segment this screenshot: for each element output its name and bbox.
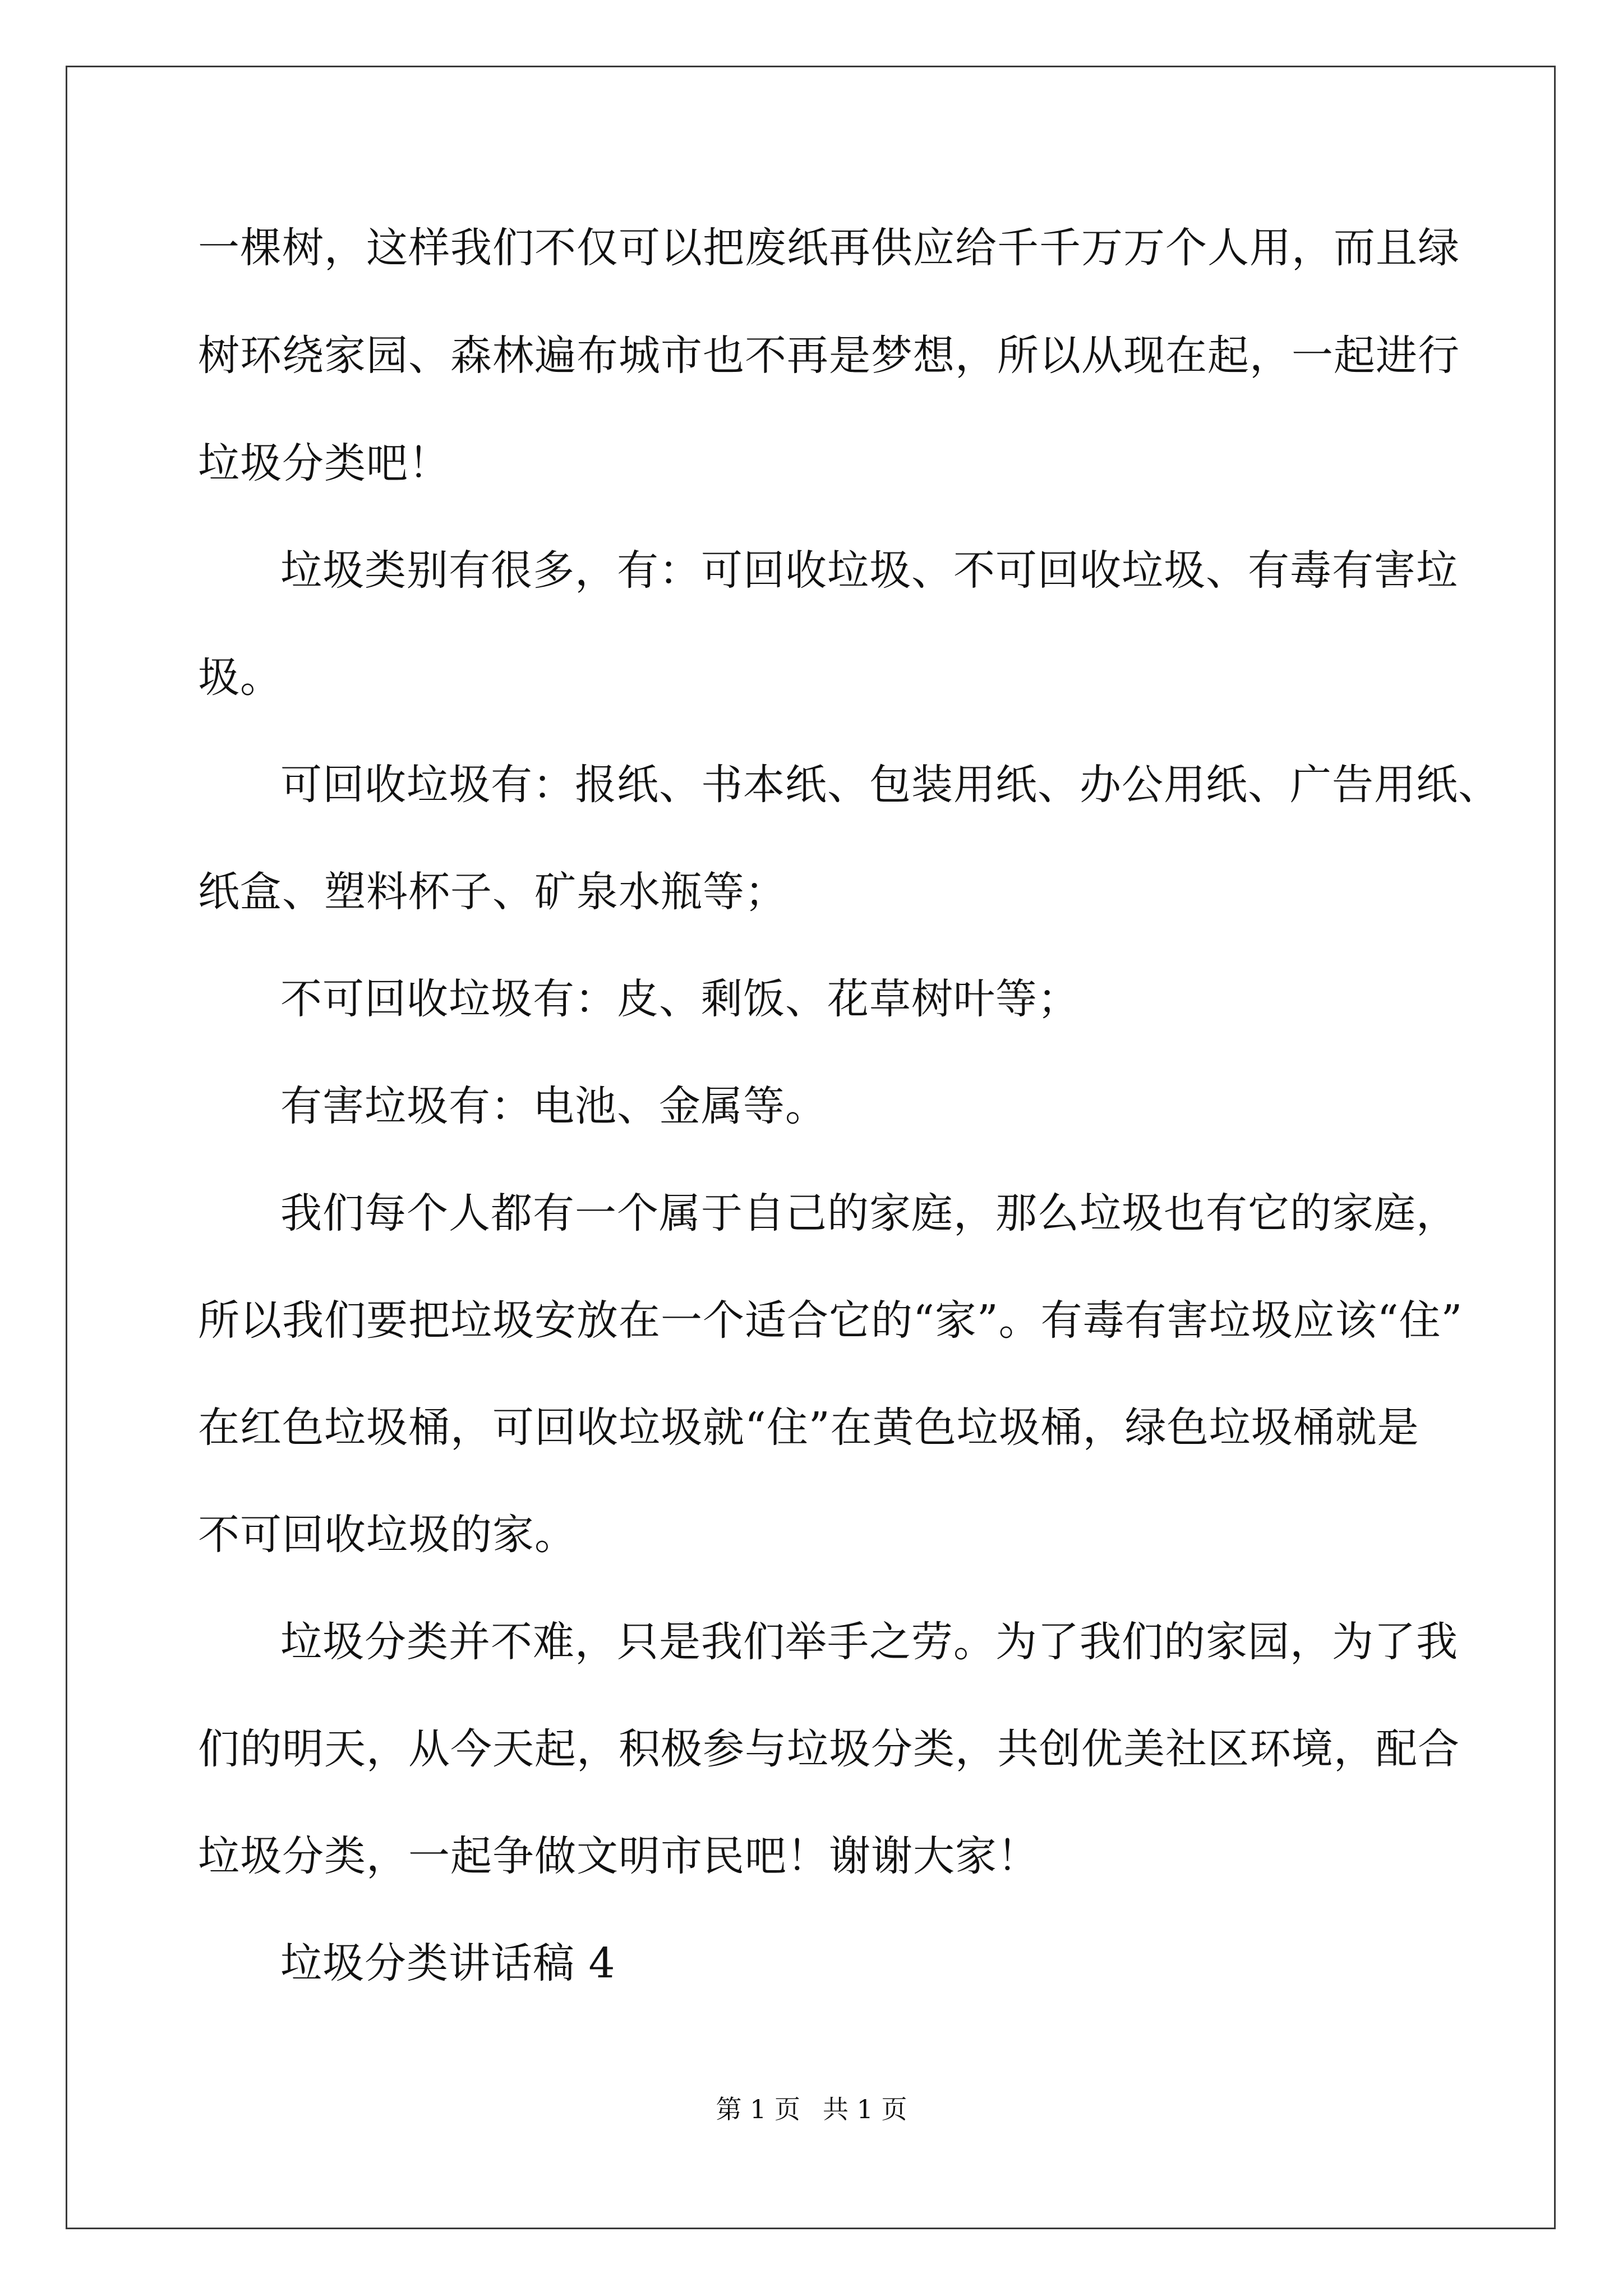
page-border (66, 66, 1556, 2229)
text-line: 我们每个人都有一个属于自己的家庭，那么垃圾也有它的家庭， (280, 1189, 1458, 1237)
section-heading: 垃圾分类讲话稿 4 (280, 1939, 616, 1987)
text-line: 树环绕家园、森林遍布城市也不再是梦想，所以从现在起，一起进行 (198, 332, 1460, 380)
text-line: 有害垃圾有：电池、金属等。 (280, 1082, 827, 1130)
text-line: 垃圾分类，一起争做文明市民吧！谢谢大家！ (198, 1832, 1039, 1880)
text-line: 垃圾类别有很多，有：可回收垃圾、不可回收垃圾、有毒有害垃 (280, 546, 1458, 595)
text-line: 圾。 (198, 654, 282, 702)
page-footer (0, 2092, 1623, 2126)
text-line: 所以我们要把垃圾安放在一个适合它的“家”。有毒有害垃圾应该“住” (198, 1296, 1463, 1345)
text-line: 们的明天，从今天起，积极参与垃圾分类，共创优美社区环境，配合 (198, 1725, 1460, 1773)
text-line: 不可回收垃圾有：皮、剩饭、花草树叶等； (280, 975, 1080, 1023)
page-number-current: 第 1 页 (716, 2094, 800, 2124)
text-line: 垃圾分类吧！ (198, 439, 450, 487)
page-number-total: 共 1 页 (823, 2094, 907, 2124)
text-line: 不可回收垃圾的家。 (198, 1511, 577, 1559)
text-line: 纸盒、塑料杯子、矿泉水瓶等； (198, 868, 787, 916)
text-line: 一棵树，这样我们不仅可以把废纸再供应给千千万万个人用，而且绿 (198, 224, 1460, 272)
text-line: 可回收垃圾有：报纸、书本纸、包装用纸、办公用纸、广告用纸、 (280, 761, 1500, 809)
text-line: 在红色垃圾桶，可回收垃圾就“住”在黄色垃圾桶，绿色垃圾桶就是 (198, 1404, 1419, 1452)
text-line: 垃圾分类并不难，只是我们举手之劳。为了我们的家园，为了我 (280, 1618, 1458, 1666)
